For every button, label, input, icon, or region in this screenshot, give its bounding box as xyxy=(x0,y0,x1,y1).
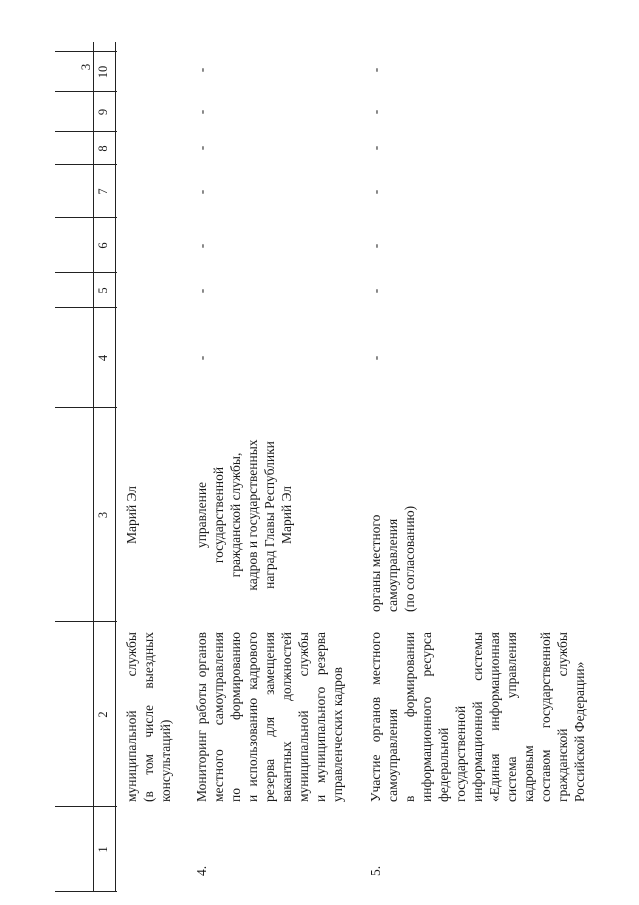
executor-line: Марий Эл xyxy=(124,485,139,545)
col-number-3: 3 xyxy=(96,511,110,519)
executor-line: Марий Эл xyxy=(279,485,294,545)
col-number-8: 8 xyxy=(96,145,110,152)
table-sheet xyxy=(55,42,587,892)
name-line: информационного ресурса xyxy=(419,632,434,802)
executor-line: (по согласованию) xyxy=(402,505,417,612)
col-divider xyxy=(55,217,117,218)
name-line: «Единая информационная xyxy=(487,632,502,802)
name-line: федеральной государственной xyxy=(436,705,468,802)
col-divider xyxy=(55,806,117,807)
name-line: Участие органов местного xyxy=(368,632,383,802)
table-row-executor xyxy=(367,412,418,612)
value-cell: - xyxy=(368,288,383,294)
name-line: система управления кадровым xyxy=(504,632,536,802)
value-cell: - xyxy=(368,145,383,151)
executor-line: наград Главы Республики xyxy=(262,441,277,589)
name-line: Мониторинг работы органов xyxy=(194,632,209,802)
table-row-name xyxy=(367,632,588,802)
value-cell: - xyxy=(194,189,209,195)
value-cell: - xyxy=(368,67,383,73)
table-row-executor xyxy=(123,413,140,617)
value-cell: - xyxy=(194,288,209,294)
col-number-1: 1 xyxy=(96,846,110,853)
header-top-border xyxy=(93,42,94,892)
col-divider xyxy=(55,131,117,132)
executor-line: органы местного xyxy=(368,514,383,612)
name-line: по формированию xyxy=(228,632,243,802)
name-line: муниципальной службы xyxy=(296,632,311,802)
name-line: Российской Федерации» xyxy=(572,661,587,802)
executor-line: государственной xyxy=(211,466,226,564)
value-cell: - xyxy=(368,109,383,115)
value-cell: - xyxy=(194,109,209,115)
col-number-2: 2 xyxy=(96,711,110,718)
col-divider xyxy=(55,307,117,308)
name-line: консультаций) xyxy=(158,719,173,802)
col-number-7: 7 xyxy=(96,188,110,195)
value-cell: - xyxy=(194,243,209,249)
row-number: 4. xyxy=(194,865,209,876)
table-row-name xyxy=(123,632,174,802)
col-number-6: 6 xyxy=(96,242,110,249)
col-divider xyxy=(55,621,117,622)
col-number-4: 4 xyxy=(96,354,110,362)
executor-line: кадров и государственных xyxy=(245,439,260,591)
col-number-10: 10 xyxy=(96,65,110,79)
name-line: гражданской службы xyxy=(555,632,570,802)
name-line: муниципальной службы xyxy=(124,632,139,802)
value-cell: - xyxy=(194,355,209,361)
name-line: и использованию кадрового xyxy=(245,632,260,802)
name-line: информационной системы xyxy=(470,632,485,802)
value-cell: - xyxy=(194,145,209,151)
row-number: 5. xyxy=(368,865,383,876)
executor-line: самоуправления xyxy=(385,518,400,612)
value-cell: - xyxy=(368,189,383,195)
executor-line: гражданской службы, xyxy=(228,452,243,578)
col-divider xyxy=(55,51,117,52)
name-line: управленческих кадров xyxy=(330,667,345,802)
value-cell: - xyxy=(368,355,383,361)
name-line: в формировании xyxy=(402,632,417,802)
col-number-5: 5 xyxy=(96,287,110,294)
name-line: резерва для замещения xyxy=(262,632,277,802)
table-row-executor xyxy=(193,413,295,617)
name-line: и муниципального резерва xyxy=(313,632,328,802)
col-divider xyxy=(55,407,117,408)
col-divider xyxy=(55,891,117,892)
value-cell: - xyxy=(194,67,209,73)
page-number: 3 xyxy=(78,63,93,71)
name-line: самоуправления xyxy=(385,708,400,802)
value-cell: - xyxy=(368,243,383,249)
name-line: вакантных должностей xyxy=(279,632,294,802)
header-bottom-border xyxy=(115,42,116,892)
col-divider xyxy=(55,164,117,165)
name-line: (в том числе выездных xyxy=(141,632,156,802)
col-number-9: 9 xyxy=(96,108,110,116)
col-divider xyxy=(55,91,117,92)
col-divider xyxy=(55,272,117,273)
executor-line: управление xyxy=(194,481,209,549)
name-line: местного самоуправления xyxy=(211,632,226,802)
name-line: составом государственной xyxy=(538,632,553,802)
table-row-name xyxy=(193,632,346,802)
